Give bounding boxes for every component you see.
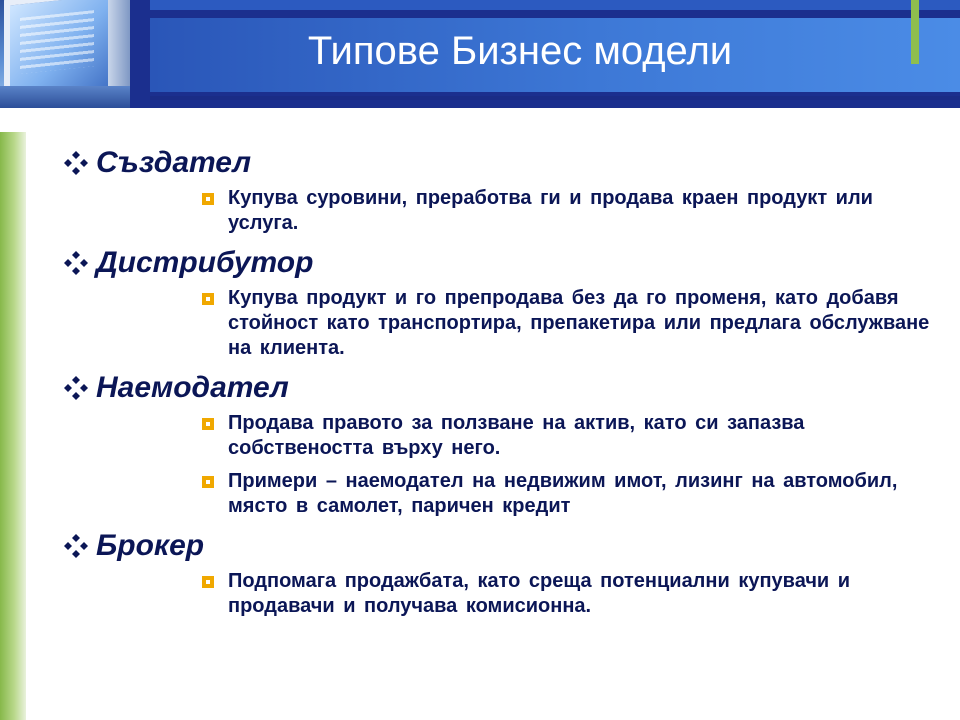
square-bullet-icon <box>202 193 214 205</box>
square-bullet-icon <box>202 476 214 488</box>
section-creator <box>62 144 932 236</box>
header-underline <box>150 96 960 100</box>
square-bullet-icon <box>202 293 214 305</box>
list-item <box>202 411 932 461</box>
list-item-text: Примери – наемодател на недвижим имот, лизинг на автомобил, място в самолет, паричен кредит <box>228 470 898 517</box>
list-item-text: Продава правото за ползване на актив, като си запазва собствеността върху него. <box>228 412 805 459</box>
slide-content <box>62 144 932 627</box>
header-top-stripe <box>150 0 960 10</box>
four-diamond-bullet-icon <box>62 149 90 177</box>
four-diamond-bullet-icon <box>62 249 90 277</box>
monitor-base <box>0 86 130 108</box>
section-distributor <box>62 244 932 361</box>
four-diamond-bullet-icon <box>62 532 90 560</box>
list-item <box>202 569 932 619</box>
section-heading-text: Дистрибутор <box>96 246 314 279</box>
section-heading <box>62 527 932 565</box>
list-item <box>202 186 932 236</box>
section-heading <box>62 144 932 182</box>
list-item <box>202 469 932 519</box>
left-green-strip <box>0 132 26 720</box>
left-gap <box>0 108 150 132</box>
list-item <box>202 286 932 361</box>
section-heading <box>62 244 932 282</box>
four-diamond-bullet-icon <box>62 374 90 402</box>
section-heading-text: Брокер <box>96 529 205 562</box>
section-items <box>202 411 932 519</box>
section-heading <box>62 369 932 407</box>
list-item-text: Купува суровини, преработва ги и продава краен продукт или услуга. <box>228 187 873 234</box>
square-bullet-icon <box>202 576 214 588</box>
section-items <box>202 186 932 236</box>
section-items <box>202 569 932 619</box>
list-item-text: Подпомага продажбата, като среща потенциални купувачи и продавачи и получава комисионна. <box>228 570 851 617</box>
square-bullet-icon <box>202 418 214 430</box>
slide-title: Типове Бизнес модели <box>307 29 733 73</box>
section-landlord <box>62 369 932 519</box>
computer-monitor-photo <box>0 0 130 108</box>
section-broker <box>62 527 932 619</box>
monitor-screen-lines <box>20 10 94 74</box>
section-heading-text: Създател <box>96 146 252 179</box>
section-items <box>202 286 932 361</box>
list-item-text: Купува продукт и го препродава без да го променя, като добавя стойност като транспортира, препакетира или предлага обслужване на клиента. <box>228 287 930 359</box>
green-accent-bar <box>911 0 919 64</box>
section-heading-text: Наемодател <box>96 371 289 404</box>
